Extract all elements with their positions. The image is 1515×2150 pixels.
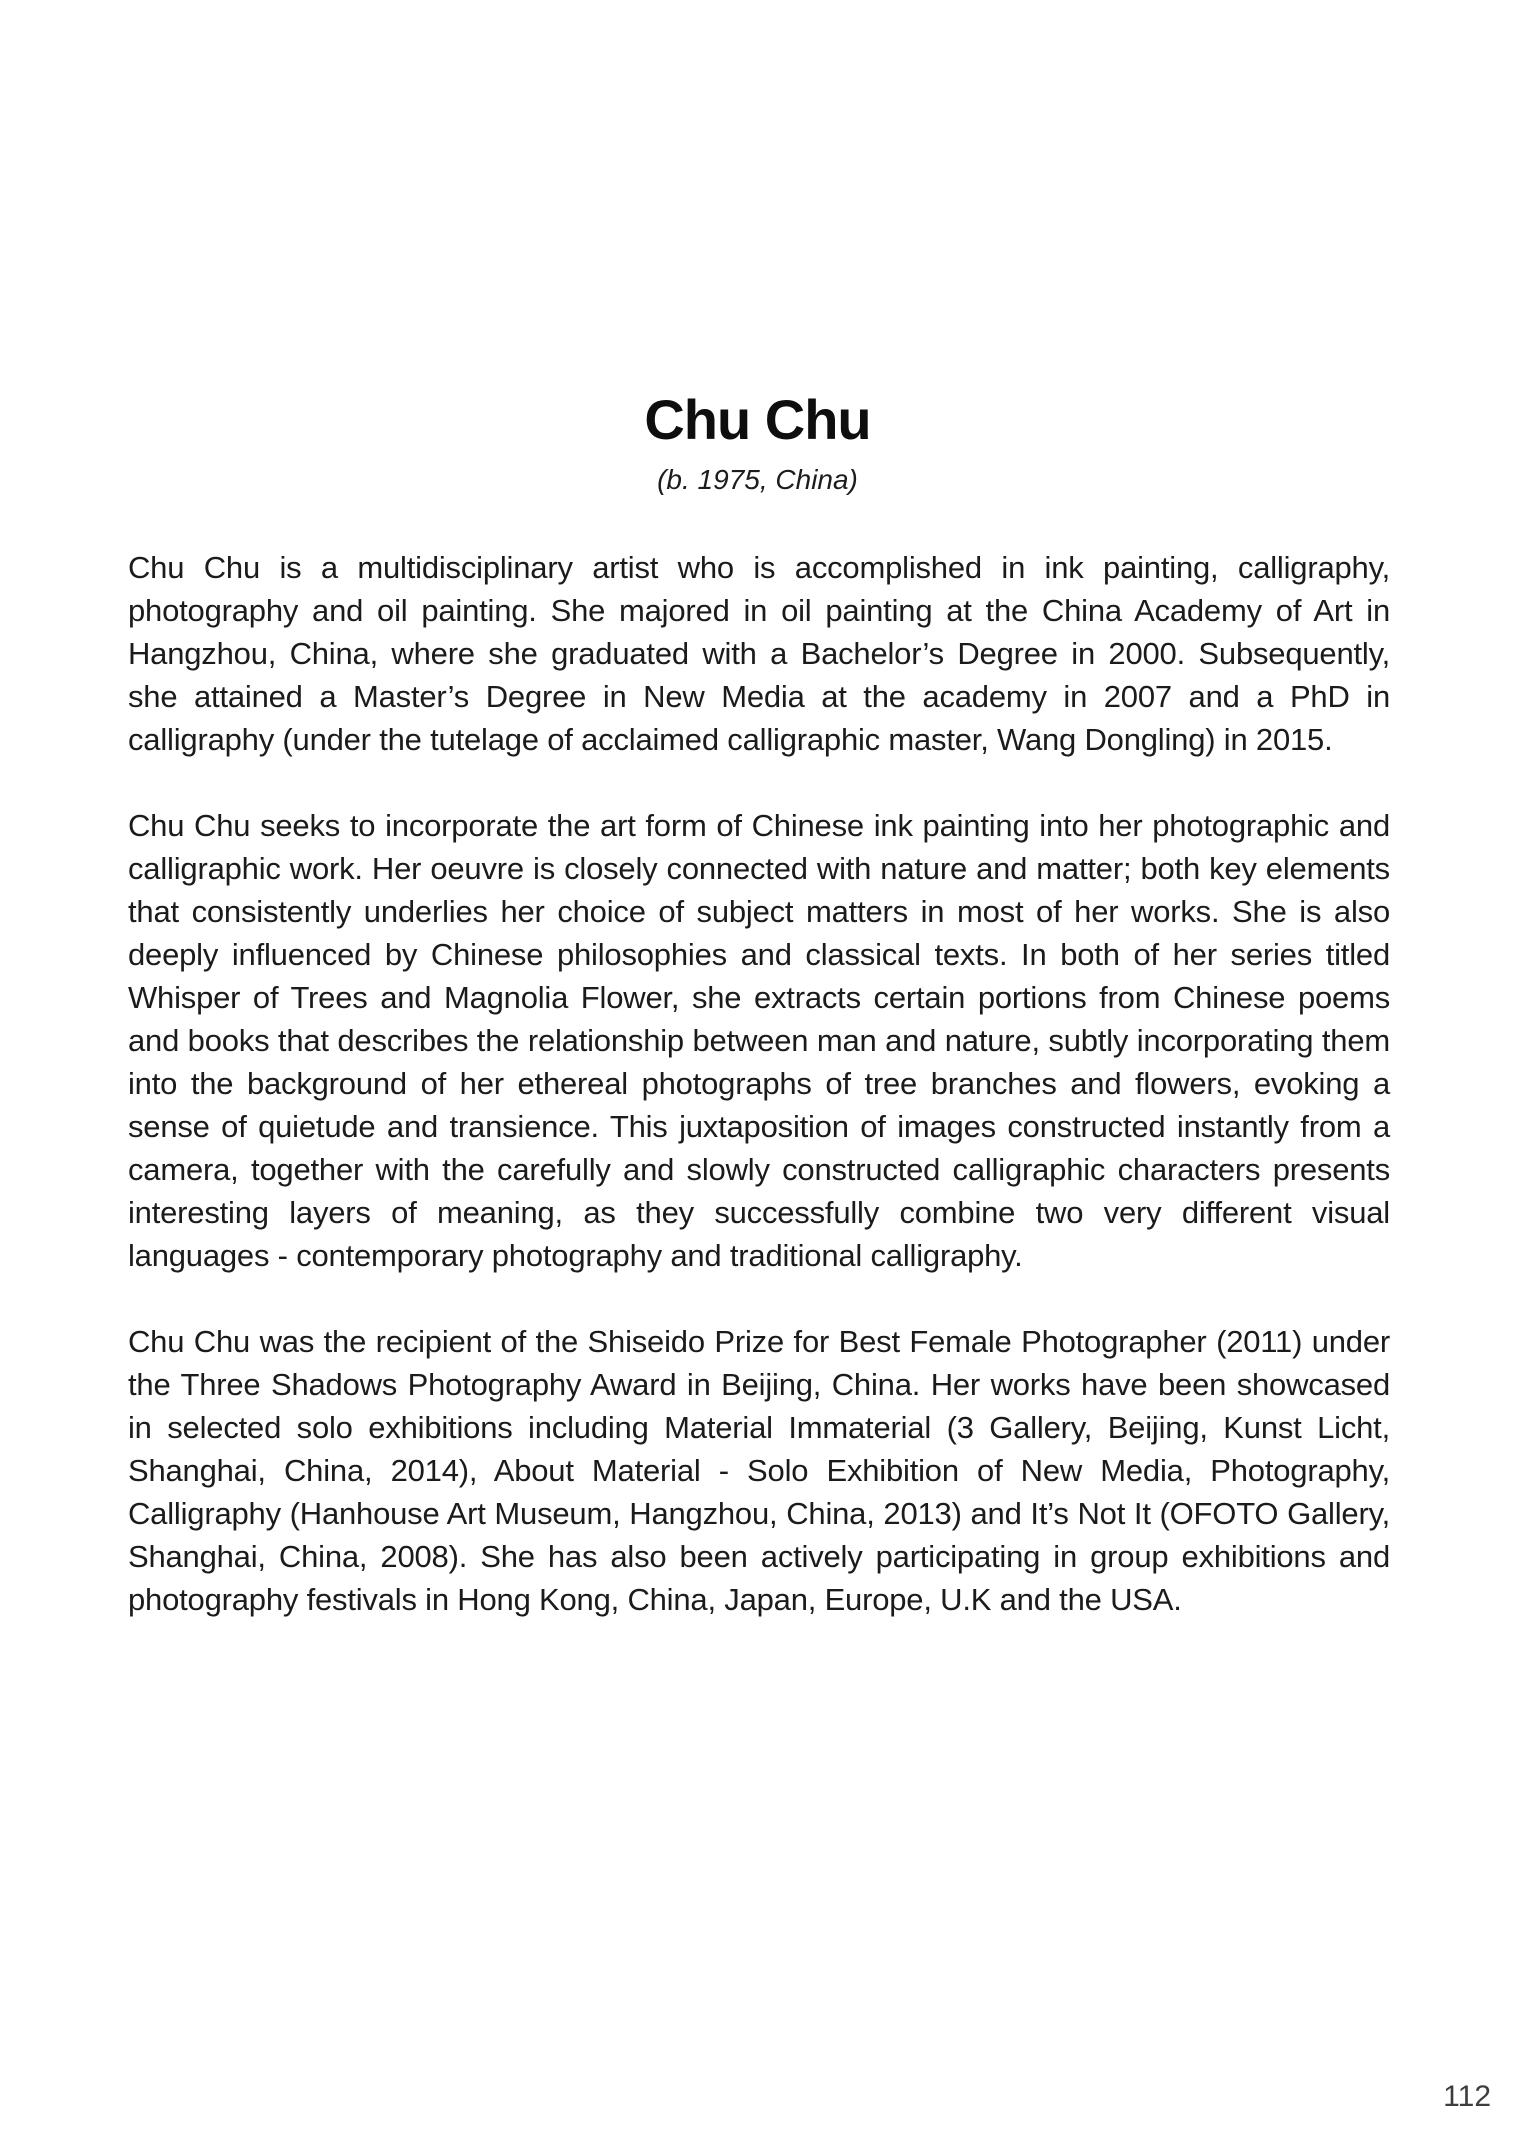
bio-paragraph-practice: Chu Chu seeks to incorporate the art form of Chinese ink painting into her photographic and calligraphic work. Her oeuvre is closely connected with nature and matter; both key elements that consistently underlies her choice of subject matters in most of her works. She is also deeply influenced by Chinese philosophies and classical texts. In both of her series titled Whisper of Trees and Magnolia Flower, she extracts certain portions from Chinese poems and books that describes the relationship between man and nature, subtly incorporating them into the background of her ethereal photographs of tree branches and flowers, evoking a sense of quietude and transience. This juxtaposition of images constructed instantly from a camera, together with the carefully and slowly constructed calligraphic characters presents interesting layers of meaning, as they successfully combine two very different visual languages - contemporary photography and traditional calligraphy. [128, 808, 1390, 1273]
bio-text-block [128, 546, 1390, 1621]
page-subtitle: (b. 1975, China) [657, 464, 858, 495]
bio-paragraph-education: Chu Chu is a multidisciplinary artist who is accomplished in ink painting, calligraphy, photography and oil painting. She majored in oil painting at the China Academy of Art in Hangzhou, China, where she graduated with a Bachelor’s Degree in 2000. Subsequently, she attained a Master’s Degree in New Media at the academy in 2007 and a PhD in calligraphy (under the tutelage of acclaimed calligraphic master, Wang Dongling) in 2015. [128, 550, 1390, 757]
page-number: 112 [1443, 2080, 1491, 2113]
bio-paragraph-exhibitions: Chu Chu was the recipient of the Shiseido Prize for Best Female Photographer (2011) under the Three Shadows Photography Award in Beijing, China. Her works have been showcased in selected solo exhibitions including Material Immaterial (3 Gallery, Beijing, Kunst Licht, Shanghai, China, 2014), About Material - Solo Exhibition of New Media, Photography, Calligraphy (Hanhouse Art Museum, Hangzhou, China, 2013) and It’s Not It (OFOTO Gallery, Shanghai, China, 2008). She has also been actively participating in group exhibitions and photography festivals in Hong Kong, China, Japan, Europe, U.K and the USA. [128, 1324, 1390, 1617]
page-title: Chu Chu [644, 388, 871, 451]
document-header [0, 0, 1515, 494]
